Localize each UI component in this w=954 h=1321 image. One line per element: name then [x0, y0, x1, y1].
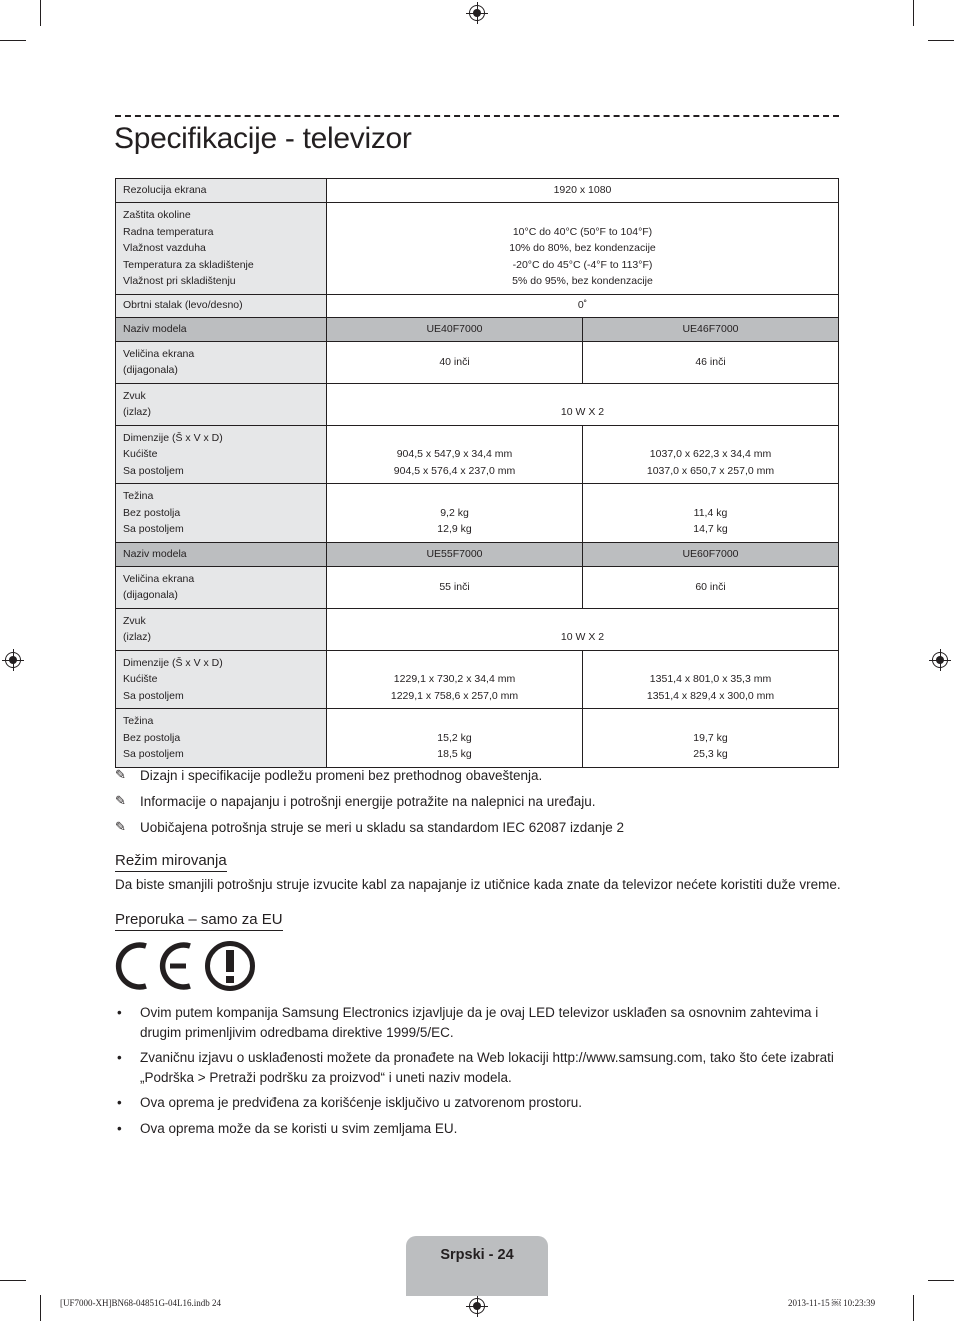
list-item: • Ova oprema može da se koristi u svim zemljama EU.: [117, 1120, 458, 1136]
model-name: UE46F7000: [583, 317, 839, 341]
row-label: [116, 425, 327, 484]
standby-text: Da biste smanjili potrošnju struje izvucite kabl za napajanje iz utičnice kada znate da televizor nećete koristiti duže vreme.: [115, 877, 841, 892]
model-name: UE60F7000: [583, 542, 839, 566]
value-line: 1037,0 x 622,3 x 34,4 mm: [649, 448, 772, 460]
registration-mark-icon: [932, 652, 948, 668]
label-line: (dijagonala): [123, 589, 178, 601]
compliance-marks: [114, 940, 260, 992]
label-line: Dimenzije (Š x V x D): [123, 656, 223, 669]
crop-mark: [913, 0, 914, 26]
value-line: 5% do 95%, bez kondenzacije: [512, 275, 653, 287]
row-label: [116, 608, 327, 650]
value-line: 19,7 kg: [693, 731, 728, 744]
label-line: Bez postolja: [123, 506, 181, 519]
row-value: [583, 425, 839, 484]
row-label: [116, 566, 327, 608]
label-line: (izlaz): [123, 406, 151, 418]
value-line: 9,2 kg: [440, 506, 469, 519]
label-line: Vlažnost vazduha: [123, 242, 206, 254]
label-line: Bez postolja: [123, 731, 181, 744]
label-line: Sa postoljem: [123, 523, 184, 535]
value-line: -20°C do 45°C (-4°F to 113°F): [512, 258, 653, 271]
page-title: Specifikacije - televizor: [114, 122, 412, 155]
value-line: [327, 207, 838, 224]
label-line: (dijagonala): [123, 364, 178, 376]
note-text: Uobičajena potrošnja struje se meri u skladu sa standardom IEC 62087 izdanje 2: [140, 819, 625, 835]
label-line: Dimenzije (Š x V x D): [123, 431, 223, 444]
value-line: 25,3 kg: [693, 748, 728, 760]
list-item: • Ova oprema je predviđena za korišćenje isključivo u zatvorenom prostoru.: [117, 1095, 582, 1110]
alert-exclamation-icon: [204, 940, 260, 992]
crop-mark: [40, 0, 41, 26]
list-item: • Zvaničnu izjavu o usklađenosti možete da pronađete na Web lokaciji http://www.samsung.com, tako što ćete izabrati „Podrška > Pretraži podršku za proizvod“ i uneti naziv modela.: [117, 1050, 834, 1085]
ce-mark-icon: [114, 940, 196, 992]
row-value: [327, 608, 839, 650]
row-label: Naziv modela: [116, 317, 327, 341]
label-line: Kućište: [123, 673, 158, 685]
label-line: Kućište: [123, 448, 158, 460]
note-text: Informacije o napajanju i potrošnji energije potražite na nalepnici na uređaju.: [140, 793, 596, 809]
row-value: [327, 484, 583, 543]
note-text: Dizajn i specifikacije podležu promeni bez prethodnog obaveštenja.: [140, 767, 543, 783]
note-item: [115, 814, 839, 840]
crop-mark: [913, 1295, 914, 1321]
value-line: 10°C do 40°C (50°F to 104°F): [512, 225, 653, 238]
label-line: Temperatura za skladištenje: [123, 258, 254, 271]
model-header-row: [116, 317, 839, 341]
table-row: [116, 608, 839, 650]
label-line: Težina: [123, 715, 154, 727]
row-value: [327, 650, 583, 709]
value-line: 10 W X 2: [560, 406, 605, 418]
label-line: Radna temperatura: [123, 225, 214, 238]
list-item: • Ovim putem kompanija Samsung Electronics izjavljuje da je ovaj LED televizor usklađen sa osnovnim zahtevima i drugim primenljivim odredbama direktive 1999/5/EC.: [117, 1005, 819, 1040]
row-value: [327, 709, 583, 768]
value-line: 904,5 x 547,9 x 34,4 mm: [396, 448, 513, 460]
pencil-icon: ✎: [115, 793, 126, 808]
value-line: 10 W X 2: [560, 631, 605, 643]
table-row: [116, 650, 839, 709]
label-line: Sa postoljem: [123, 689, 184, 702]
registration-mark-icon: [469, 5, 485, 21]
pencil-icon: ✎: [115, 767, 126, 782]
value-line: 904,5 x 576,4 x 237,0 mm: [393, 464, 516, 477]
bullet-text: Zvaničnu izjavu o usklađenosti možete da pronađete na Web lokaciji http://www.samsung.com, tako što ćete izabrati „Podrška > Pretraži podršku za proizvod“ i uneti naziv modela.: [140, 1050, 834, 1085]
label-line: Zvuk: [123, 614, 146, 627]
footer-file-info: [UF7000-XH]BN68-04851G-04L16.indb 24: [60, 1298, 221, 1308]
label-line: Vlažnost pri skladištenju: [123, 275, 236, 287]
row-value: [327, 203, 839, 295]
label-line: (izlaz): [123, 631, 151, 643]
notes-list: [115, 762, 839, 840]
value-line: 15,2 kg: [437, 731, 472, 744]
row-value: [583, 484, 839, 543]
row-label: [116, 650, 327, 709]
row-label: [116, 341, 327, 383]
table-row: [116, 383, 839, 425]
registration-mark-icon: [5, 652, 21, 668]
row-value: [327, 383, 839, 425]
model-header-row: [116, 542, 839, 566]
bullet-text: Ova oprema može da se koristi u svim zemljama EU.: [140, 1120, 458, 1136]
crop-mark: [0, 1280, 26, 1281]
row-label: Obrtni stalak (levo/desno): [116, 294, 327, 317]
label-line: Težina: [123, 490, 154, 502]
row-label: [116, 203, 327, 295]
row-value: [583, 650, 839, 709]
value-line: 1229,1 x 758,6 x 257,0 mm: [390, 689, 519, 702]
pencil-icon: ✎: [115, 819, 126, 834]
spec-table: [115, 178, 839, 768]
value-line: 12,9 kg: [437, 523, 472, 535]
registration-mark-icon: [469, 1298, 485, 1314]
value-line: 10% do 80%, bez kondenzacije: [509, 242, 656, 254]
title-dashed-rule: [115, 115, 839, 117]
eu-bullet-list: [115, 1003, 839, 1144]
note-item: [115, 762, 839, 788]
row-label: [116, 709, 327, 768]
bullet-text: Ovim putem kompanija Samsung Electronics izjavljuje da je ovaj LED televizor usklađen sa osnovnim zahtevima i drugim primenljivim odredbama direktive 1999/5/EC.: [140, 1005, 819, 1040]
table-row: [116, 709, 839, 768]
note-item: [115, 788, 839, 814]
row-value: 60 inči: [583, 566, 839, 608]
crop-mark: [40, 1295, 41, 1321]
value-line: 1351,4 x 801,0 x 35,3 mm: [649, 673, 772, 685]
row-label: [116, 484, 327, 543]
row-value: [583, 709, 839, 768]
crop-mark: [928, 40, 954, 41]
row-value: 46 inči: [583, 341, 839, 383]
eu-heading: Preporuka – samo za EU: [115, 911, 283, 931]
table-row: [116, 566, 839, 608]
table-row: [116, 203, 839, 295]
row-label: Rezolucija ekrana: [116, 179, 327, 203]
bullet-text: Ova oprema je predviđena za korišćenje isključivo u zatvorenom prostoru.: [140, 1095, 582, 1110]
label-line: Veličina ekrana: [123, 572, 195, 585]
model-name: UE40F7000: [327, 317, 583, 341]
value-line: 1351,4 x 829,4 x 300,0 mm: [646, 689, 775, 702]
table-row: [116, 425, 839, 484]
row-value: 40 inči: [327, 341, 583, 383]
label-line: Sa postoljem: [123, 748, 184, 760]
row-value: 1920 x 1080: [327, 179, 839, 203]
label-line: Zaštita okoline: [123, 209, 191, 221]
table-row: [116, 341, 839, 383]
standby-heading: Režim mirovanja: [115, 852, 227, 872]
value-line: 14,7 kg: [693, 523, 728, 535]
page-number-tab: Srpski - 24: [406, 1236, 548, 1296]
table-row: [116, 484, 839, 543]
label-line: Zvuk: [123, 389, 146, 402]
value-line: 1037,0 x 650,7 x 257,0 mm: [646, 464, 775, 477]
crop-mark: [928, 1280, 954, 1281]
row-label: [116, 383, 327, 425]
row-value: 55 inči: [327, 566, 583, 608]
model-name: UE55F7000: [327, 542, 583, 566]
footer-timestamp: 2013-11-15 ￼ 10:23:39: [788, 1298, 876, 1308]
row-value: 0˚: [327, 294, 839, 317]
row-value: [327, 425, 583, 484]
label-line: Sa postoljem: [123, 464, 184, 477]
value-line: 11,4 kg: [693, 506, 728, 519]
value-line: 1229,1 x 730,2 x 34,4 mm: [393, 673, 516, 685]
crop-mark: [0, 40, 26, 41]
value-line: 18,5 kg: [437, 748, 472, 760]
label-line: Veličina ekrana: [123, 347, 195, 360]
table-row: [116, 179, 839, 203]
table-row: [116, 294, 839, 317]
row-label: Naziv modela: [116, 542, 327, 566]
